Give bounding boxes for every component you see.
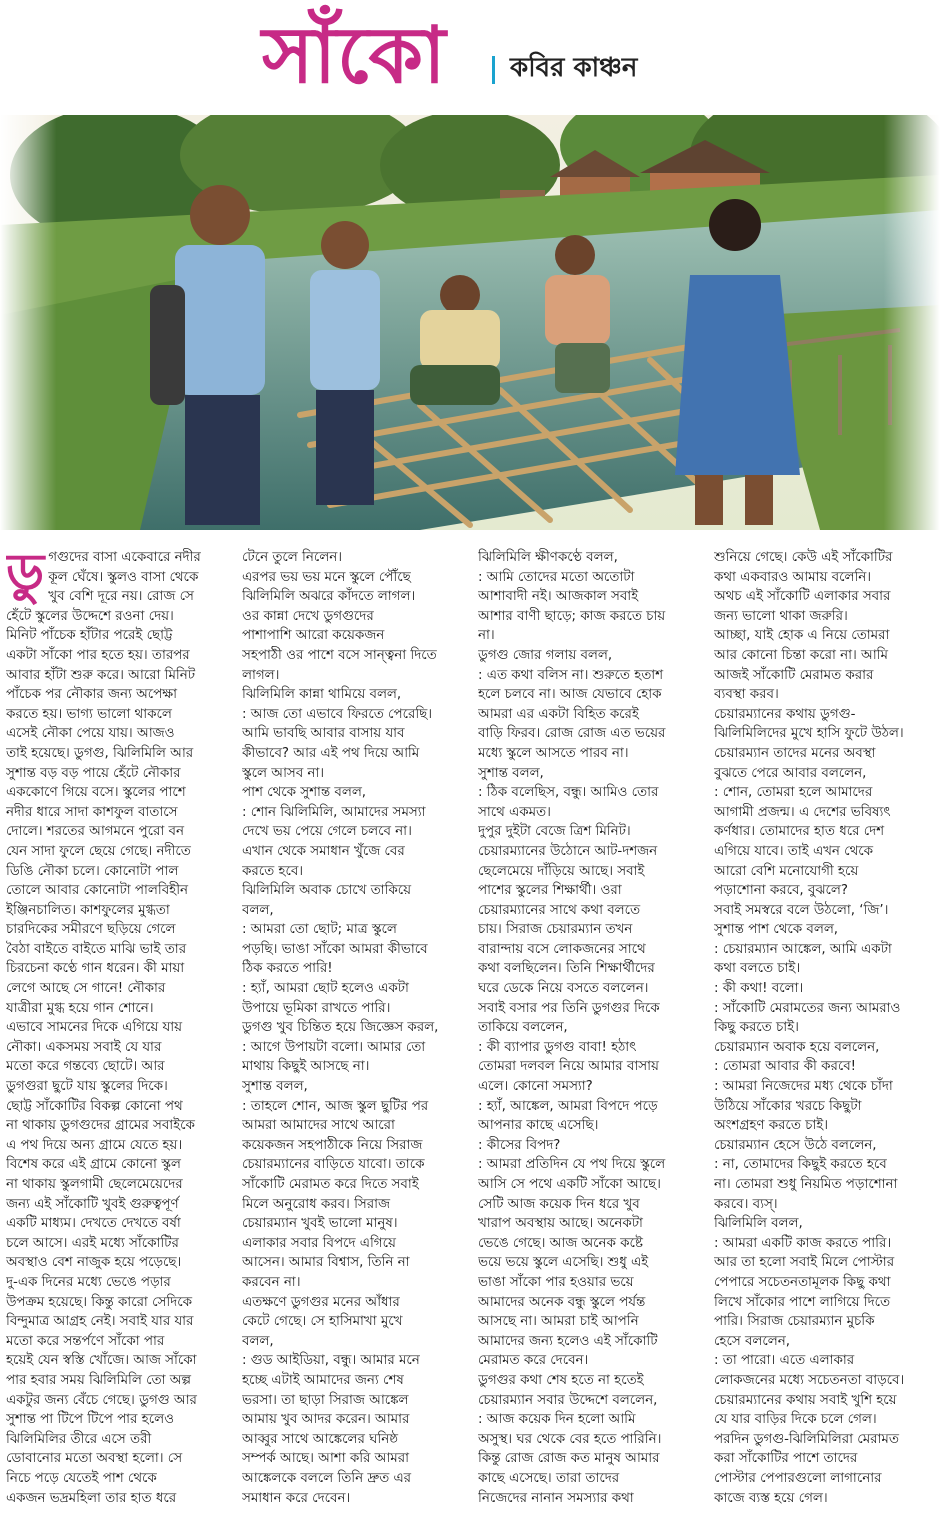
story-header xyxy=(0,0,940,118)
column-text: গগুদের বাসা একেবারে নদীর কূল ঘেঁষে। স্কুলও বাসা থেকে খুব বেশি দূরে নয়। রোজ সে হেঁটে স্কুলের উদ্দেশে রওনা দেয়। মিনিট পাঁচেক হাঁটার পরেই ছোট্ট একটা সাঁকো পার হতে হয়। তারপর আবার হাঁটা শুরু করে। আরো মিনিট পাঁচেক পর নৌকার জন্য অপেক্ষা করতে হয়। ভাগ্য ভালো থাকলে এসেই নৌকা পেয়ে যায়। আজও তাই হয়েছে। ডুগগু, ঝিলিমিলি আর সুশান্ত বড় বড় পায়ে হেঁটে নৌকার এককোণে গিয়ে বসে। স্কুলের পাশে নদীর ধারে সাদা কাশফুল বাতাসে দোলে। শরতের আগমনে পুরো বন যেন সাদা ফুলে ছেয়ে গেছে। নদীতে ডিঙি নৌকা চলে। কোনোটা পাল তোলে আবার কোনোটা পালবিহীন ইঞ্জিনচালিত। কাশফুলের মুগ্ধতা চারদিকের সমীরণে ছড়িয়ে গেলে বৈঠা বাইতে বাইতে মাঝি ভাই তার চিরচেনা কণ্ঠে গান ধরেন। কী মায়া লেগে আছে সে গানে! নৌকার যাত্রীরা মুগ্ধ হয়ে গান শোনে। এভাবে সামনের দিকে এগিয়ে যায় নৌকা। একসময় সবাই যে যার মতো করে গন্তব্যে ছোটে। আর ডুগগুরা ছুটে যায় স্কুলের দিকে। ছোট্ট সাঁকোটির বিকল্প কোনো পথ না থাকায় ডুগগুদের গ্রামের সবাইকে এ পথ দিয়ে অন্য গ্রামে যেতে হয়। বিশেষ করে এই গ্রামে কোনো স্কুল না থাকায় স্কুলগামী ছেলেমেয়েদের জন্য এই সাঁকোটি খুবই গুরুত্বপূর্ণ একটি মাধ্যম। দেখতে দেখতে বর্ষা চলে আসে। এরই মধ্যে সাঁকোটির অবস্থাও বেশ নাজুক হয়ে পড়েছে। দু-এক দিনের মধ্যে ভেঙে পড়ার উপক্রম হয়েছে। কিন্তু কারো সেদিকে বিন্দুমাত্র আগ্রহ নেই। সবাই যার যার মতো করে সন্তর্পণে সাঁকো পার হয়েই যেন স্বস্তি খোঁজে। আজ সাঁকো পার হবার সময় ঝিলিমিলি তো অল্প একটুর জন্য বেঁচে গেছে। ডুগগু আর সুশান্ত পা টিপে টিপে পার হলেও ঝিলিমিলির তীরে এসে তরী ডোবানোর মতো অবস্থা হলো। সে নিচে পড়ে যেতেই পাশ থেকে একজন ভদ্রমহিলা তার হাত ধরে xyxy=(6,550,201,1506)
article-column-4 xyxy=(714,548,936,1508)
column-text: শুনিয়ে গেছে। কেউ এই সাঁকোটির কথা একবারও আমায় বলেনি। অথচ এই সাঁকোটি এলাকার সবার জন্য ভালো থাকা জরুরি। আচ্ছা, যাই হোক এ নিয়ে তোমরা আর কোনো চিন্তা করো না। আমি আজই সাঁকোটি মেরামত করার ব্যবস্থা করব। চেয়ারম্যানের কথায় ডুগগু- ঝিলিমিলিদের মুখে হাসি ফুটে উঠল। চেয়ারম্যান তাদের মনের অবস্থা বুঝতে পেরে আবার বললেন, : শোন, তোমরা হলে আমাদের আগামী প্রজন্ম। এ দেশের ভবিষ্যৎ কর্ণধার। তোমাদের হাত ধরে দেশ এগিয়ে যাবে। তাই এখন থেকে আরো বেশি মনোযোগী হয়ে পড়াশোনা করবে, বুঝলে? সবাই সমস্বরে বলে উঠলো, ‘জি’। সুশান্ত পাশ থেকে বলল, : চেয়ারম্যান আঙ্কেল, আমি একটা কথা বলতে চাই। : কী কথা! বলো। : সাঁকোটি মেরামতের জন্য আমরাও কিছু করতে চাই। চেয়ারম্যান অবাক হয়ে বললেন, : তোমরা আবার কী করবে! : আমরা নিজেদের মধ্য থেকে চাঁদা উঠিয়ে সাঁকোর খরচে কিছুটা অংশগ্রহণ করতে চাই। চেয়ারম্যান হেসে উঠে বললেন, : না, তোমাদের কিছুই করতে হবে না। তোমরা শুধু নিয়মিত পড়াশোনা করবে। ব্যস্। ঝিলিমিলি বলল, : আমরা একটি কাজ করতে পারি। আর তা হলো সবাই মিলে পোস্টার পেপারে সচেতনতামূলক কিছু কথা লিখে সাঁকোর পাশে লাগিয়ে দিতে পারি। সিরাজ চেয়ারম্যান মুচকি হেসে বললেন, : তা পারো। এতে এলাকার লোকজনের মধ্যে সচেতনতা বাড়বে। চেয়ারম্যানের কথায় সবাই খুশি হয়ে যে যার বাড়ির দিকে চলে গেল। পরদিন ডুগগু-ঝিলিমিলিরা মেরামত করা সাঁকোটির পাশে তাদের পোস্টার পেপারগুলো লাগানোর কাজে ব্যস্ত হয়ে গেল। xyxy=(714,550,905,1506)
drop-cap: ডু xyxy=(6,548,45,603)
author-name: কবির কাঞ্চন xyxy=(510,53,638,83)
story-illustration xyxy=(0,115,940,530)
story-title: সাঁকো xyxy=(262,11,447,101)
article-column-2 xyxy=(242,548,464,1508)
column-text: টেনে তুলে নিলেন। এরপর ভয় ভয় মনে স্কুলে পৌঁছে ঝিলিমিলি অঝরে কাঁদতে লাগল। ওর কান্না দেখে ডুগগুদের পাশাপাশি আরো কয়েকজন সহপাঠী ওর পাশে বসে সান্ত্বনা দিতে লাগল। ঝিলিমিলি কান্না থামিয়ে বলল, : আজ তো এভাবে ফিরতে পেরেছি। আমি ভাবছি আবার বাসায় যাব কীভাবে? আর এই পথ দিয়ে আমি স্কুলে আসব না। পাশ থেকে সুশান্ত বলল, : শোন ঝিলিমিলি, আমাদের সমস্যা দেখে ভয় পেয়ে গেলে চলবে না। এখান থেকে সমাধান খুঁজে বের করতে হবে। ঝিলিমিলি অবাক চোখে তাকিয়ে বলল, : আমরা তো ছোট; মাত্র স্কুলে পড়ছি। ভাঙা সাঁকো আমরা কীভাবে ঠিক করতে পারি! : হ্যাঁ, আমরা ছোট হলেও একটা উপায়ে ভূমিকা রাখতে পারি। ডুগগু খুব চিন্তিত হয়ে জিজ্ঞেস করল, : আগে উপায়টা বলো। আমার তো মাথায় কিছুই আসছে না। সুশান্ত বলল, : তাহলে শোন, আজ স্কুল ছুটির পর আমরা আমাদের সাথে আরো কয়েকজন সহপাঠীকে নিয়ে সিরাজ চেয়ারম্যানের বাড়িতে যাবো। তাকে সাঁকোটি মেরামত করে দিতে সবাই মিলে অনুরোধ করব। সিরাজ চেয়ারম্যান খুবই ভালো মানুষ। এলাকার সবার বিপদে এগিয়ে আসেন। আমার বিশ্বাস, তিনি না করবেন না। এতক্ষণে ডুগগুর মনের আঁধার কেটে গেছে। সে হাসিমাখা মুখে বলল, : গুড আইডিয়া, বন্ধু। আমার মনে হচ্ছে এটাই আমাদের জন্য শেষ ভরসা। তা ছাড়া সিরাজ আঙ্কেল আমায় খুব আদর করেন। আমার আব্বুর সাথে আঙ্কেলের ঘনিষ্ঠ সম্পর্ক আছে। আশা করি আমরা আঙ্কেলকে বললে তিনি দ্রুত এর সমাধান করে দেবেন। xyxy=(242,550,439,1506)
article-column-1 xyxy=(6,548,228,1508)
column-text: ঝিলিমিলি ক্ষীণকণ্ঠে বলল, : আমি তোদের মতো অতোটা আশাবাদী নই। আজকাল সবাই আশার বাণী ছাড়ে; কাজ করতে চায় না। ডুগগু জোর গলায় বলল, : এত কথা বলিস না। শুরুতে হতাশ হলে চলবে না। আজ যেভাবে হোক আমরা এর একটা বিহিত করেই বাড়ি ফিরব। রোজ রোজ এত ভয়ের মধ্যে স্কুলে আসতে পারব না। সুশান্ত বলল, : ঠিক বলেছিস, বন্ধু। আমিও তোর সাথে একমত। দুপুর দুইটা বেজে ত্রিশ মিনিট। চেয়ারম্যানের উঠোনে আট-দশজন ছেলেমেয়ে দাঁড়িয়ে আছে। সবাই পাশের স্কুলের শিক্ষার্থী। ওরা চেয়ারম্যানের সাথে কথা বলতে চায়। সিরাজ চেয়ারম্যান তখন বারান্দায় বসে লোকজনের সাথে কথা বলছিলেন। তিনি শিক্ষার্থীদের ঘরে ডেকে নিয়ে বসতে বললেন। সবাই বসার পর তিনি ডুগগুর দিকে তাকিয়ে বললেন, : কী ব্যাপার ডুগগু বাবা! হঠাৎ তোমরা দলবল নিয়ে আমার বাসায় এলে। কোনো সমস্যা? : হ্যাঁ, আঙ্কেল, আমরা বিপদে পড়ে আপনার কাছে এসেছি। : কীসের বিপদ? : আমরা প্রতিদিন যে পথ দিয়ে স্কুলে আসি সে পথে একটি সাঁকো আছে। সেটি আজ কয়েক দিন ধরে খুব খারাপ অবস্থায় আছে। অনেকটা ভেঙে গেছে। আজ অনেক কষ্টে ভয়ে ভয়ে স্কুলে এসেছি। শুধু এই ভাঙা সাঁকো পার হওয়ার ভয়ে আমাদের অনেক বন্ধু স্কুলে পর্যন্ত আসছে না। আমরা চাই আপনি আমাদের জন্য হলেও এই সাঁকোটি মেরামত করে দেবেন। ডুগগুর কথা শেষ হতে না হতেই চেয়ারম্যান সবার উদ্দেশে বললেন, : আজ কয়েক দিন হলো আমি অসুস্থ। ঘর থেকে বের হতে পারিনি। কিন্তু রোজ রোজ কত মানুষ আমার কাছে এসেছে। তারা তাদের নিজেদের নানান সমস্যার কথা xyxy=(478,550,666,1506)
title-divider xyxy=(492,56,495,84)
children-bamboo-bridge-illustration xyxy=(0,115,940,530)
article-column-3 xyxy=(478,548,700,1508)
story-body xyxy=(6,548,934,1508)
